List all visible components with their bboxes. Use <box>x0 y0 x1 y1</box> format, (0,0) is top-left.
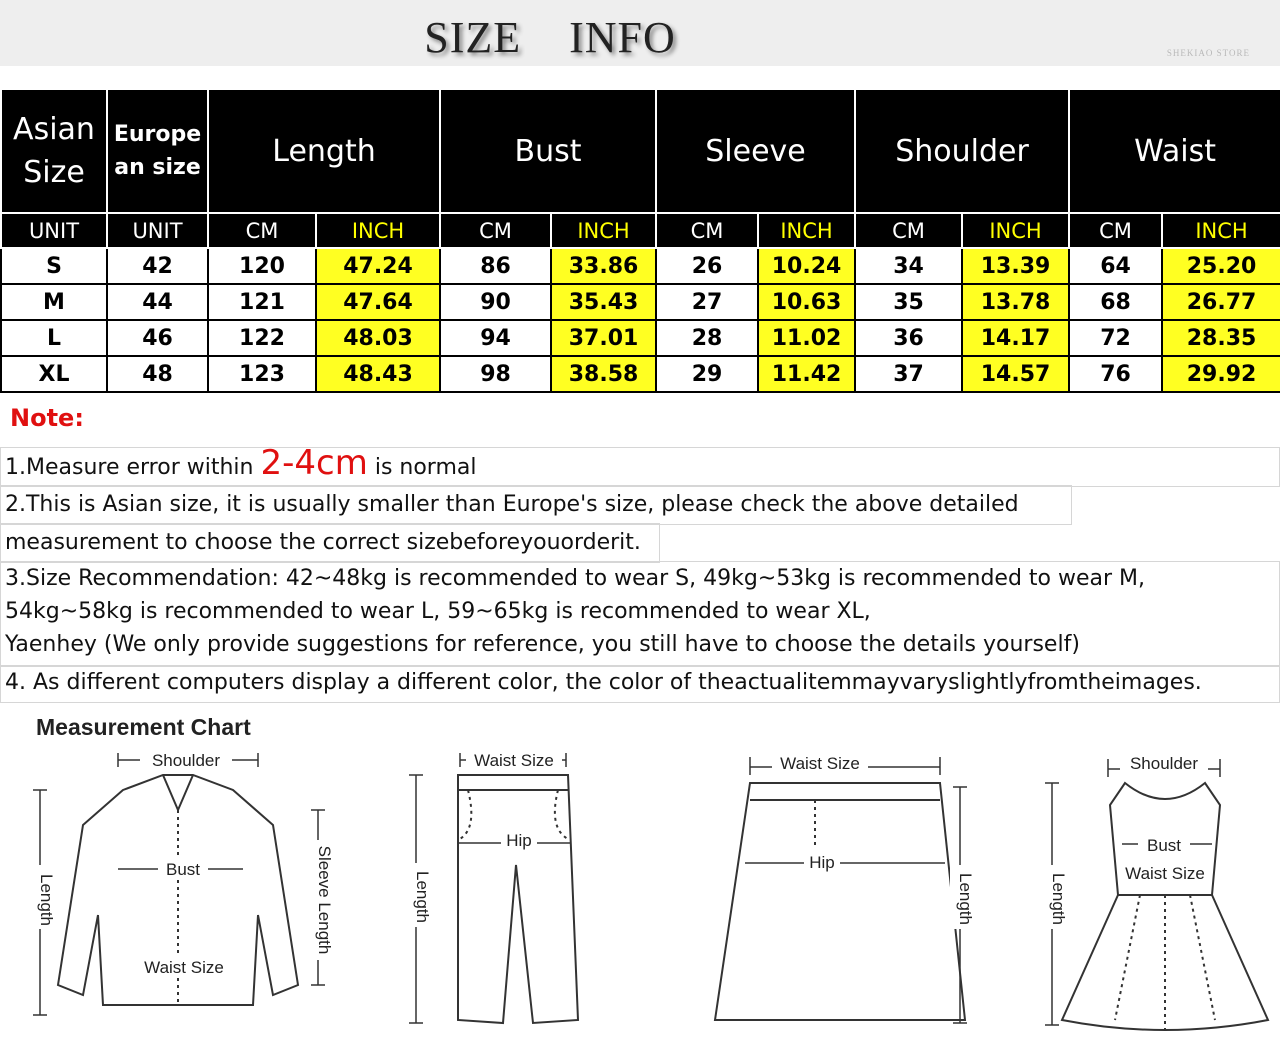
shirt-sleeve-label: Sleeve Length <box>315 845 334 955</box>
header-banner <box>0 0 1280 66</box>
page-title: SIZE INFO <box>424 13 676 62</box>
unit-cell: CM <box>440 213 551 248</box>
size-cell: XL <box>1 356 107 392</box>
table-cell: 35 <box>855 284 962 320</box>
table-cell: 14.57 <box>962 356 1069 392</box>
table-cell: 48.43 <box>316 356 440 392</box>
note-4: 4. As different computers display a different color, the color of theactualitemmayvaryslightlyfromtheimages. <box>5 670 1202 695</box>
table-cell: 121 <box>208 284 316 320</box>
dress-diagram <box>1040 745 1270 1035</box>
dress-bust-label: Bust <box>1146 836 1182 855</box>
dress-waist-label: Waist Size <box>1125 864 1205 883</box>
table-cell: 44 <box>107 284 208 320</box>
unit-cell: INCH <box>758 213 855 248</box>
table-cell: 94 <box>440 320 551 356</box>
note-1-pre: 1.Measure error within <box>5 455 254 480</box>
table-cell: 47.64 <box>316 284 440 320</box>
size-cell: L <box>1 320 107 356</box>
sleeve-header: Sleeve <box>656 89 855 213</box>
size-table <box>0 88 1280 393</box>
dress-shoulder-label: Shoulder <box>1129 754 1199 773</box>
table-cell: 29 <box>656 356 758 392</box>
skirt-diagram <box>700 745 990 1035</box>
table-cell: 48 <box>107 356 208 392</box>
pants-waist-label: Waist Size <box>474 751 554 770</box>
skirt-hip-label: Hip <box>809 853 835 872</box>
unit-cell: INCH <box>316 213 440 248</box>
store-watermark: SHEKIAO STORE <box>1166 48 1250 58</box>
note-2-line-2: measurement to choose the correct sizebeforeyouorderit. <box>5 530 641 555</box>
table-cell: 11.42 <box>758 356 855 392</box>
unit-cell: UNIT <box>1 213 107 248</box>
table-cell: 86 <box>440 248 551 284</box>
table-cell: 10.24 <box>758 248 855 284</box>
table-cell: 33.86 <box>551 248 656 284</box>
shirt-bust-label: Bust <box>165 860 201 879</box>
table-cell: 36 <box>855 320 962 356</box>
table-cell: 37.01 <box>551 320 656 356</box>
unit-cell: CM <box>855 213 962 248</box>
table-cell: 123 <box>208 356 316 392</box>
note-2-line-1: 2.This is Asian size, it is usually smaller than Europe's size, please check the above detailed <box>5 492 1019 517</box>
unit-cell: INCH <box>551 213 656 248</box>
table-cell: 46 <box>107 320 208 356</box>
table-cell: 47.24 <box>316 248 440 284</box>
unit-cell: CM <box>656 213 758 248</box>
note-3-line-2: 54kg~58kg is recommended to wear L, 59~65kg is recommended to wear XL, <box>5 599 871 624</box>
table-cell: 48.03 <box>316 320 440 356</box>
table-cell: 25.20 <box>1162 248 1280 284</box>
length-header: Length <box>208 89 440 213</box>
unit-cell: INCH <box>962 213 1069 248</box>
table-cell: 14.17 <box>962 320 1069 356</box>
table-cell: 34 <box>855 248 962 284</box>
table-cell: 64 <box>1069 248 1162 284</box>
table-row <box>1 284 1280 320</box>
pants-length-label: Length <box>413 871 432 923</box>
table-cell: 13.39 <box>962 248 1069 284</box>
table-cell: 28.35 <box>1162 320 1280 356</box>
table-cell: 37 <box>855 356 962 392</box>
table-cell: 90 <box>440 284 551 320</box>
table-header-row <box>1 89 1280 213</box>
table-cell: 27 <box>656 284 758 320</box>
pants-diagram <box>398 745 588 1035</box>
table-row <box>1 248 1280 284</box>
table-cell: 26 <box>656 248 758 284</box>
table-cell: 28 <box>656 320 758 356</box>
asian-size-header: Asian Size <box>1 89 107 213</box>
unit-row <box>1 213 1280 248</box>
table-cell: 11.02 <box>758 320 855 356</box>
table-row <box>1 356 1280 392</box>
table-cell: 122 <box>208 320 316 356</box>
europe-size-header: Europe an size <box>107 89 208 213</box>
shirt-diagram <box>28 745 348 1035</box>
table-cell: 42 <box>107 248 208 284</box>
measurement-chart-title: Measurement Chart <box>36 714 251 740</box>
table-cell: 72 <box>1069 320 1162 356</box>
shoulder-header: Shoulder <box>855 89 1069 213</box>
table-cell: 76 <box>1069 356 1162 392</box>
bust-header: Bust <box>440 89 656 213</box>
skirt-length-label: Length <box>956 873 975 925</box>
note-title: Note: <box>10 404 84 432</box>
table-cell: 120 <box>208 248 316 284</box>
pants-hip-label: Hip <box>506 831 532 850</box>
size-cell: M <box>1 284 107 320</box>
shirt-shoulder-label: Shoulder <box>151 751 221 770</box>
unit-cell: CM <box>1069 213 1162 248</box>
skirt-waist-label: Waist Size <box>780 754 860 773</box>
table-cell: 38.58 <box>551 356 656 392</box>
table-row <box>1 320 1280 356</box>
table-cell: 68 <box>1069 284 1162 320</box>
table-cell: 35.43 <box>551 284 656 320</box>
note-1-highlight: 2-4cm <box>260 443 368 483</box>
table-cell: 13.78 <box>962 284 1069 320</box>
dress-length-label: Length <box>1049 873 1068 925</box>
note-3-line-1: 3.Size Recommendation: 42~48kg is recommended to wear S, 49kg~53kg is recommended to wear M, <box>5 566 1146 591</box>
table-cell: 98 <box>440 356 551 392</box>
unit-cell: UNIT <box>107 213 208 248</box>
notes-section <box>0 399 1280 701</box>
table-cell: 29.92 <box>1162 356 1280 392</box>
note-1 <box>5 443 476 483</box>
shirt-length-label: Length <box>37 874 56 926</box>
waist-header: Waist <box>1069 89 1280 213</box>
unit-cell: CM <box>208 213 316 248</box>
unit-cell: INCH <box>1162 213 1280 248</box>
note-1-post: is normal <box>374 455 477 480</box>
table-cell: 26.77 <box>1162 284 1280 320</box>
size-cell: S <box>1 248 107 284</box>
shirt-waist-label: Waist Size <box>144 958 224 977</box>
table-cell: 10.63 <box>758 284 855 320</box>
note-3-line-3: Yaenhey (We only provide suggestions for reference, you still have to choose the details yourself) <box>5 632 1080 657</box>
